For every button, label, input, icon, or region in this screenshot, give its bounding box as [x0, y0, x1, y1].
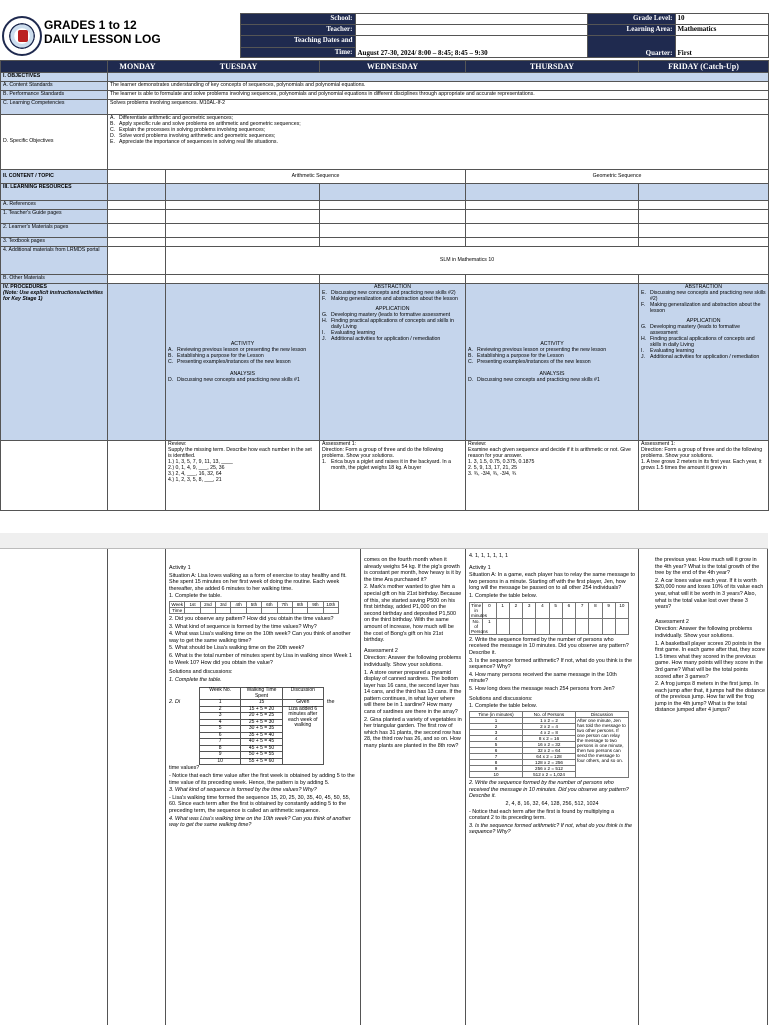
review-title-thu: Review: [468, 441, 487, 447]
message-cell: 512 x 2 = 1,024 [523, 772, 576, 778]
application-item: I. Evaluating learning [641, 347, 695, 354]
message-cell: 16 x 2 = 32 [523, 742, 576, 748]
q4-tue: 4. What was Lisa's walking time on the 10th week? Can you think of another way to get the same walking time? [169, 631, 351, 644]
q3-tue: 3. What kind of sequence is formed by the time values? Why? [169, 623, 317, 630]
specific-objective-item: E. Appreciate the importance of sequences in solving real life situations. [110, 138, 278, 145]
activity-items-thu [468, 348, 636, 366]
walk-discussion: Liza added 6 minutes after each week of walking [282, 706, 323, 765]
teacher-value [355, 25, 587, 36]
references-label: A. References [1, 201, 108, 210]
walk-cell: 15 [241, 700, 282, 707]
application-items-wed [322, 313, 463, 343]
walk-cell: 3 [200, 713, 241, 720]
learning-resources-label: III. LEARNING RESOURCES [1, 184, 108, 201]
activity-heading-thu: ACTIVITY [540, 341, 564, 348]
specific-objective-item: C. Explain the processes in solving problems involving sequences; [110, 127, 266, 134]
minutes-cell: 10 [615, 602, 628, 618]
day-wednesday: WEDNESDAY [320, 61, 466, 73]
specific-objective-item: A. Differentiate arithmetic and geometric sequences; [110, 115, 234, 122]
competencies-label: C. Learning Competencies [1, 100, 108, 115]
specific-objectives-list [108, 115, 769, 170]
abstraction-item: F. Making generalization and abstraction about the lesson [322, 295, 458, 302]
week-cell: 10th [323, 601, 338, 607]
minutes-cell: 4 [536, 602, 549, 618]
day-header-blank [1, 61, 108, 73]
friday-procedures [639, 284, 769, 441]
message-cell: 1 [470, 717, 523, 723]
week-time-table [169, 601, 339, 614]
message-cell: 64 x 2 = 128 [523, 754, 576, 760]
message-cell: 6 [470, 748, 523, 754]
minutes-cell [562, 618, 575, 634]
content-topic-label: II. CONTENT / TOPIC [1, 170, 108, 184]
week-cell: 5th [246, 601, 261, 607]
walk-cell: 35 + 5 = 40 [241, 732, 282, 739]
week-cell: 2nd [200, 601, 215, 607]
week-cell: 3rd [216, 601, 231, 607]
walk-head-week: Week No. [200, 688, 241, 700]
abstraction-item: F. Making generalization and abstraction about the lesson [641, 301, 761, 314]
application-item: H. Finding practical applications of concepts and skills in daily Living [322, 317, 454, 330]
time-row-label: Time [170, 608, 185, 614]
q2-tue: 2. Did you observe any pattern? How did you obtain the time values? [169, 616, 334, 623]
week-cell: 9th [308, 601, 323, 607]
situation-a-tue: Situation A: Lisa loves walking as a form of exercise to stay healthy and fit. She spent 15 minutes on her first week of doing the routine. Each week thereafter, she added 6 minutes to her walking time. [169, 572, 347, 592]
walk-cell: 40 + 5 = 45 [241, 739, 282, 746]
minutes-cell: 8 [589, 602, 602, 618]
minutes-cell [523, 618, 536, 634]
wed-a2-item-2: 2. Gina planted a variety of vegetables in her triangular garden. The first row of which has 31 plants, the second row has 28, the third row has 26, and so on. How many plants are planted in the 8th row? [364, 716, 462, 750]
message-cell: 4 [470, 735, 523, 741]
minutes-cell [509, 618, 522, 634]
thu-q1: 1. Complete the table below. [469, 592, 538, 599]
thu-q5: 5. How long does the message reach 254 persons from Jen? [469, 686, 615, 692]
walk-cell: 55 + 5 = 60 [241, 758, 282, 765]
week-cell: Week [171, 601, 184, 607]
minutes-cell: 6 [562, 602, 575, 618]
quarter-label: Quarter: [587, 36, 675, 58]
grade-label: Grade Level: [587, 14, 675, 25]
thu-q2: 2. Write the sequence formed by the number of persons who received the message in 10 minutes. Did you observe any pattern? Describe it. [469, 636, 629, 657]
walk-cell: 5 [200, 726, 241, 733]
geometric-topic: Geometric Sequence [466, 170, 769, 184]
assess-text-wed: Direction: Form a group of three and do the following problems. Show your solutions. [322, 446, 444, 459]
thu-situation: Situation A: In a game, each player has to relay the same message to two persons in a minute. Starting off with the first player, Jen, how long will the message be passed on to all other 254 individuals? [469, 572, 636, 592]
assess-title-fri: Assessment 1: [641, 441, 676, 447]
thu-notice: - Notice that each term after the first is found by multiplying a constant 2 to its preceding term. [469, 808, 615, 822]
review-text-thu: Examine each given sequence and decide if it is arithmetic or not. Give reason for your answer. [468, 446, 631, 459]
walk-cell: 6 [200, 732, 241, 739]
sol1-tue: 1. Complete the table. [169, 676, 222, 683]
activity-item: B. Establishing a purpose for the Lesson [168, 353, 264, 360]
objectives-label: I. OBJECTIVES [1, 73, 108, 82]
the-word: the [327, 699, 335, 706]
message-cell: 3 [470, 729, 523, 735]
analysis-item: D. Discussing new concepts and practicing new skills #1 [468, 376, 600, 383]
thu-q4: 4. How many persons received the same message in the 10th minute? [469, 671, 617, 685]
minutes-cell: 5 [549, 602, 562, 618]
minutes-cell: 1 [483, 618, 496, 634]
walk-cell: 30 + 5 = 35 [241, 726, 282, 733]
review-item-1: 1.) 1, 3, 5, 7, 9, 11, 13, ____ [168, 458, 233, 465]
day-monday: MONDAY [119, 62, 156, 71]
week-cell: 6th [262, 601, 277, 607]
activity-item: B. Establishing a purpose for the Lesson [468, 353, 564, 360]
assess-item-1-fri: 1. A tree grows 2 meters in its first year. Each year, it grows 1.5 times the amount it grew in [641, 458, 762, 471]
specific-objective-item: B. Apply specific rule and solve problems on arithmetic and geometric sequences; [110, 121, 301, 128]
wednesday-assessment: Assessment 1: Direction: Form a group of three and do the following problems. Show your solutions. 1. Erica buys a piglet and raises it in the backyard. In a month, the piglet weighs 18 kg. A buyer [320, 441, 466, 511]
walk-head-time: Walking Time Spent [241, 688, 282, 700]
walk-cell: 7 [200, 739, 241, 746]
minutes-cell: 7 [576, 602, 589, 618]
thu-seq2: 2, 4, 8, 16, 32, 64, 128, 256, 512, 1024 [505, 801, 599, 808]
activity-item: A. Reviewing previous lesson or presenting the new lesson [468, 347, 607, 354]
learning-area-value: Mathematics [675, 25, 768, 36]
time-values-tue: time values? [169, 765, 200, 772]
thu-q2b: 2. Write the sequence formed by the number of persons who received the message in 10 minutes. Did you observe any pattern? Describe it. [469, 780, 629, 800]
review-item-4: 4.) 1, 2, 3, 5, 8, ___, 21 [168, 476, 222, 483]
minutes-cell [589, 618, 602, 634]
minutes-persons-table [469, 602, 629, 635]
message-cell: 256 x 2 = 512 [523, 766, 576, 772]
school-value [355, 14, 587, 25]
day-thursday: THURSDAY [466, 61, 639, 73]
wed-a2-dir: Direction: Answer the following problems individually. Show your solutions. [364, 655, 462, 668]
day-header-monday-tuesday [108, 61, 320, 73]
message-cell: 7 [470, 754, 523, 760]
fri-a2-item-1: 1. A basketball player scores 20 points in the first game. In each game after that, they score 1.5 times what they scored in the previous game. How many points will they score in the 3rd game? What will be the total points scored after 3 games? [655, 640, 765, 680]
walking-time-table [199, 687, 324, 765]
activity-item: C. Presenting examples/instances of the new lesson [468, 359, 591, 365]
review-item-3: 3.) 2, 4, ___, 16, 32, 64 [168, 470, 222, 477]
review-text-tue: Supply the missing term. Describe how each number in the set is identified. [168, 446, 312, 459]
specific-objectives-items [110, 116, 766, 146]
deped-seal-logo [2, 16, 42, 56]
procedures-label-cell [1, 284, 108, 441]
dates-label-2: Time: [240, 48, 355, 58]
message-cell: 5 [470, 742, 523, 748]
tuesday-procedures [166, 284, 320, 441]
application-item: H. Finding practical applications of concepts and skills in daily Living [641, 335, 755, 348]
application-item: J. Additional activities for application / remediation [322, 335, 441, 342]
sol2-tue: 2. Di [169, 699, 181, 706]
week-cell: 1st [185, 601, 200, 607]
notice-tue: - Notice that each time value after the first week is obtained by adding 5 to the time value of its preceding week. Hence, the pattern is by adding 5. [169, 773, 355, 786]
week-cell: 8th [292, 601, 307, 607]
friday-assessment [639, 441, 769, 511]
activity-items-tue [168, 348, 317, 366]
review-title-tue: Review: [168, 441, 187, 447]
specific-objective-item: D. Solve word problems involving arithmetic and geometric sequences; [110, 133, 276, 139]
message-cell: 4 x 2 = 8 [523, 729, 576, 735]
friday-assessment-content [655, 557, 765, 715]
fri-assessment-2: Assessment 2 [655, 618, 689, 625]
message-cell: 128 x 2 = 256 [523, 760, 576, 766]
minutes-cell: No. of Persons [471, 618, 488, 634]
message-cell: 8 x 2 = 16 [523, 735, 576, 741]
application-items-fri [641, 325, 766, 361]
abstraction-heading-wed: ABSTRACTION [374, 284, 411, 290]
title-line-2: DAILY LESSON LOG [44, 31, 161, 46]
thu-activity-1: Activity 1 [469, 564, 491, 571]
abstraction-items-fri [641, 291, 766, 315]
abstraction-item: E. Discussing new concepts and practicing new skills #2) [641, 289, 766, 302]
application-item: J. Additional activities for application / remediation [641, 353, 760, 360]
walk-cell: 4 [200, 719, 241, 726]
analysis-heading-tue: ANALYSIS [230, 370, 255, 377]
additional-materials-value: SLM in Mathematics 10 [166, 247, 769, 275]
analysis-items-tue [168, 378, 317, 384]
application-heading-wed: APPLICATION [375, 305, 410, 312]
q5-tue: 5. What should be Lisa's walking time on the 20th week? [169, 645, 305, 652]
wednesday-assessment-content [364, 557, 462, 751]
fri-item-2: 2. A car loses value each year. If it is worth $20,000 now and loses 10% of its value each year, what will it be worth in 3 years? Also, what is the total value lost over these 3 years? [655, 577, 764, 611]
day-tuesday: TUESDAY [219, 62, 258, 71]
walk-head-disc: Discussion [282, 688, 323, 700]
q1-tue: 1. Complete the table. [169, 593, 222, 600]
procedures-note: (Note: Use explicit instructions/activities for Key Stage 1) [3, 289, 104, 302]
application-item: G. Developing mastery (leads to formative assessment [322, 311, 451, 318]
abstraction-heading-fri: ABSTRACTION [685, 284, 722, 290]
minutes-cell [496, 618, 509, 634]
wed-assessment-2: Assessment 2 [364, 647, 398, 654]
assess-text-fri: Direction: Form a group of three and do the following problems. Show your solutions. [641, 446, 763, 459]
teacher-label: Teacher: [240, 25, 355, 36]
walk-cell: 15 + 5 = 20 [241, 706, 282, 713]
additional-materials-label: 4. Additional materials from LRMDS portal [1, 247, 108, 275]
walk-cell: 10 [200, 758, 241, 765]
message-cell: 1 x 2 = 2 [523, 717, 576, 723]
message-discussion: After one minute, Jen has told the message to two other persons. If one person can relay the message to two persons in one minute, then two persons can send the message to four others, and so on. [576, 717, 629, 777]
day-friday: FRIDAY (Catch-Up) [639, 61, 769, 73]
quarter-value: First [675, 36, 768, 58]
content-standards-text: The learner demonstrates understanding of key concepts of sequences, polynomials and polynomial equations. [108, 82, 769, 91]
specific-objectives-label: D. Specific Objectives [1, 115, 108, 170]
minutes-cell [615, 618, 628, 634]
minutes-cell: 0 [483, 602, 496, 618]
dates-value: August 27-30, 2024/ 8:00 – 8:45; 8:45 – 9:30 [355, 36, 587, 58]
walk-cell: 1 [200, 700, 241, 707]
thu-seq-4: 4. 1, 1, 1, 1, 1, 1 [469, 553, 508, 559]
walk-cell: Given [282, 700, 323, 707]
application-item: G. Developing mastery (leads to formative assessment [641, 323, 740, 336]
wed-a2-item-1: 1. A store owner prepared a pyramid display of canned sardines. The bottom layer has 16 cans, the second layer has 14 cans, and the third has 13 cans. If the pattern continues, in what layer where will there be in 1 sardine? How many cans of sardines are there in the array? [364, 669, 462, 716]
q3b-tue: 3. What kind of sequence is formed by the time values? Why? [169, 787, 317, 794]
thu-q3b: 3. Is the sequence formed arithmetic? If not, what do you think is the sequence? Why? [469, 822, 633, 836]
header-title-cell [0, 14, 240, 58]
message-cell: 32 x 2 = 64 [523, 748, 576, 754]
walk-cell: 45 + 5 = 50 [241, 745, 282, 752]
analysis-item: D. Discussing new concepts and practicing new skills #1 [168, 376, 300, 383]
minutes-cell: 3 [523, 602, 536, 618]
thu-sol1: 1. Complete the table below. [469, 703, 538, 710]
grade-value: 10 [675, 14, 768, 25]
application-heading-fri: APPLICATION [686, 317, 721, 324]
thursday-review [466, 441, 639, 511]
message-cell: 10 [470, 772, 523, 778]
walk-cell: 2 [200, 706, 241, 713]
review-thu-item-3: 3. ¾, -3/4, ¾, -3/4, ¾ [468, 470, 517, 477]
message-table [469, 711, 629, 779]
analysis-items-thu [468, 378, 636, 384]
review-thu-item-2: 2. 5, 9, 13, 17, 21, 25 [468, 464, 518, 471]
application-item: I. Evaluating learning [322, 329, 376, 336]
assess-item-1-wed: Erica buys a piglet and raises it in the backyard. In a month, the piglet weighs 18 kg. A buyer [331, 458, 451, 471]
minutes-cell: Time in minutes [471, 602, 488, 618]
assess-title-wed: Assessment 1: [322, 441, 357, 447]
performance-standards-text: The learner is able to formulate and solve problems involving sequences, polynomials and polynomial equations in different disciplines through appropriate and accurate representations. [108, 91, 769, 100]
minutes-cell: 1 [496, 602, 509, 618]
msg-head-time: Time (in minutes) [470, 711, 523, 717]
message-cell: 2 [470, 723, 523, 729]
procedures-label: IV. PROCEDURES [3, 284, 47, 290]
competencies-text: Solves problems involving sequences. M10AL-If-2 [108, 100, 769, 115]
tuesday-review [166, 441, 320, 511]
minutes-cell: 2 [509, 602, 522, 618]
lesson-log-page-2 [0, 548, 768, 1024]
fri-a2-item-2: 2. A frog jumps 8 meters in the first jump. In each jump after that, it jumps half the distance of the previous jump. How far will the frog jump in the 4th jump? What is the total distance jumped after 4 jumps? [655, 681, 765, 714]
week-cell: 7th [277, 601, 292, 607]
walk-cell: 25 + 5 = 30 [241, 719, 282, 726]
wednesday-procedures [320, 284, 466, 441]
thursday-activity-content [469, 553, 635, 837]
week-cell: 4th [231, 601, 246, 607]
other-materials-label: B. Other Materials [1, 275, 108, 284]
message-cell: 2 x 2 = 4 [523, 723, 576, 729]
teachers-guide-label: 1. Teacher's Guide pages [1, 210, 108, 224]
walk-cell: 8 [200, 745, 241, 752]
activity-item: A. Reviewing previous lesson or presenting the new lesson [168, 347, 307, 354]
ans3-tue: - Lisa's walking time formed the sequence 15, 20, 25, 30, 35, 40, 45, 50, 55, 60. Since each term after the first is obtained by constantly adding 5 to the preceding term, the sequence is called an arithmetic sequence. [169, 794, 351, 814]
solutions-heading-tue: Solutions and discussions: [169, 669, 233, 676]
walk-cell: 20 + 5 = 25 [241, 713, 282, 720]
msg-head-disc: Discussion [576, 711, 629, 717]
wed-cont: comes on the fourth month when it already weighs 54 kg. If the pig's growth is constant per month, how heavy is it by the time Ara purchased it? [364, 557, 462, 583]
fri-a2-dir: Direction: Answer the following problems individually. Show your solutions. [655, 626, 753, 639]
q4b-tue: 4. What was Lisa's walking time on the 10th week? Can you think of another way to get the same walking time? [169, 815, 351, 829]
content-standards-label: A. Content Standards [1, 82, 108, 91]
school-label: School: [240, 14, 355, 25]
fri-cont: the previous year. How much will it grow in the 4th year? What is the total growth of the tree by the end of the 4th year? [655, 557, 760, 577]
arithmetic-topic: Arithmetic Sequence [166, 170, 466, 184]
msg-head-persons: No. of Persons [523, 711, 576, 717]
activity-1-tue: Activity 1 [169, 565, 191, 571]
learners-materials-label: 2. Learner's Materials pages [1, 224, 108, 238]
abstraction-item: E. Discussing new concepts and practicing new skills #2) [322, 289, 456, 296]
textbook-pages-label: 3. Textbook pages [1, 238, 108, 247]
walk-cell: 50 + 5 = 55 [241, 752, 282, 759]
lesson-log-table [0, 60, 769, 511]
thu-q3: 3. Is the sequence formed arithmetic? If not, what do you think is the sequence? Why? [469, 657, 633, 671]
walk-cell: 9 [200, 752, 241, 759]
dates-label-1: Teaching Dates and [240, 36, 355, 48]
message-cell: 9 [470, 766, 523, 772]
page-separator [0, 533, 768, 548]
minutes-cell [602, 618, 615, 634]
minutes-cell: 9 [602, 602, 615, 618]
learning-area-label: Learning Area: [587, 25, 675, 36]
activity-heading-tue: ACTIVITY [230, 341, 255, 348]
title-line-1: GRADES 1 to 12 [44, 17, 137, 32]
q6-tue: 6. What is the total number of minutes spent by Lisa in walking since Week 1 to Week 10? How did you obtain the value? [169, 653, 352, 666]
analysis-heading-thu: ANALYSIS [539, 370, 565, 377]
thu-solutions: Solutions and discussions: [469, 695, 533, 702]
tuesday-activity-content [169, 565, 357, 830]
minutes-cell [576, 618, 589, 634]
header-table [0, 13, 769, 58]
activity-item: C. Presenting examples/instances of the new lesson [168, 359, 291, 365]
minutes-cell [549, 618, 562, 634]
wed-item-2: 2. Mark's mother wanted to give him a special gift on his 21st birthday. Because of this, she started saving P500 on his first birthday, added P1,000 on the second birthday and deposited P1,500 on the third birthday. With the same amount of increase, how much will be the cost of Bong's gift on his 21st birthday. [364, 584, 462, 644]
abstraction-items-wed [322, 291, 463, 303]
thursday-procedures [466, 284, 639, 441]
message-cell: 8 [470, 760, 523, 766]
performance-standards-label: B. Performance Standards [1, 91, 108, 100]
review-item-2: 2.) 0, 1, 4, 9, ___, 25, 36 [168, 464, 225, 471]
review-thu-item-1: 1. 3, 1.5, 0.75, 0.375, 0.1875 [468, 458, 535, 465]
minutes-cell [536, 618, 549, 634]
